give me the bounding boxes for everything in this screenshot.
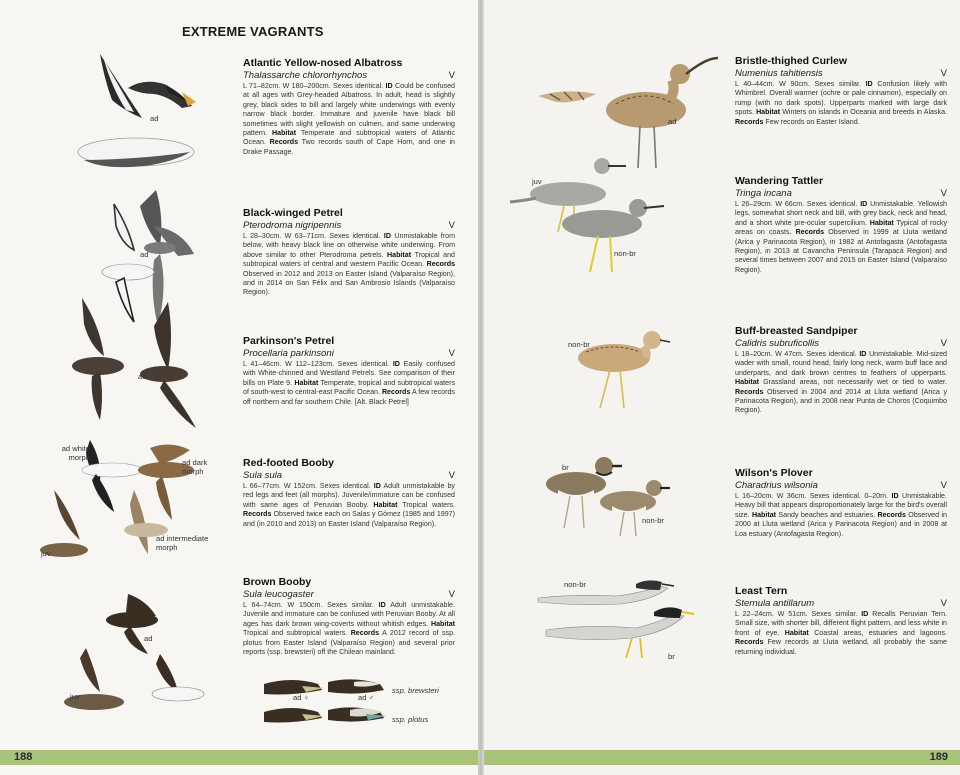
scientific-name: Numenius tahitiensis (735, 68, 823, 79)
species-description: L 71–82cm. W 180–200cm. Sexes identical. ID Could be confused at all ages with Grey-headed Albatross. In adult, head is slightly grey, black sides to bill and largely white underwings with evenly narrow black border. Immature and juvenile have black bill sometimes with slight yellowish on culmen, and same underwing pattern. Habitat Temperate and subtropical waters of Atlantic Ocean. Records Two records south of Cape Horn, and one in Drake Passage. (243, 82, 456, 156)
scientific-name: Procellaria parkinsoni (243, 348, 334, 359)
brown-ad-label: ad (144, 634, 153, 643)
head-female-label: ad ♀ (293, 693, 310, 702)
species-description: L 26–29cm. W 66cm. Sexes identical. ID Unmistakable. Yellowish legs, somewhat short neck and bill, with grey back, neck and head, and a short white pre-ocular supercilium. Habitat Typical of rocky areas on coasts. Records Observed in 1999 at Lluta wetland (Arica y Parinacota Region), in 1982 at Antofagasta (Antofagasta Region), in 2013 at Cavancha Peninsula (Tarapacá Region) and several times between 2007 and 2015 on Easter Island (Valparaíso Region). (735, 200, 947, 274)
species-name: Bristle-thighed Curlew (735, 55, 848, 67)
booby-juv-label: juv (41, 549, 51, 558)
sandpiper-label: non-br (568, 340, 590, 349)
albatross-illustration (64, 48, 204, 183)
species-entry-black-winged-petrel (243, 207, 455, 298)
brown-juv-label: juv (70, 692, 80, 701)
scientific-name: Calidris subruficollis (735, 338, 819, 349)
species-name: Wilson's Plover (735, 467, 813, 479)
species-description: L 64–74cm. W 150cm. Sexes similar. ID Adult unmistakable. Juvenile and immature can be confused with Peruvian Booby. At all ages has dark brown wing-coverts without whitish edges. Habitat Tropical and subtropical waters. Records A 2012 record of ssp. plotus from Easter Island (Valparaíso Region) and several prior reports (ssp. brewsteri) off the Chilean mainland. (243, 601, 455, 657)
status-code: V (448, 589, 455, 600)
tattler-nonbr-label: non-br (614, 249, 636, 258)
status-code: V (448, 470, 455, 481)
brown-booby-illustration (56, 592, 216, 727)
wilsons-plover-illustration (528, 448, 678, 543)
species-name: Brown Booby (243, 576, 312, 588)
species-entry-parkinsons-petrel (243, 335, 455, 407)
status-code: V (940, 480, 947, 491)
species-name: Black-winged Petrel (243, 207, 343, 219)
species-name: Wandering Tattler (735, 175, 824, 187)
buff-breasted-sandpiper-illustration (564, 322, 674, 417)
species-description: L 18–20cm. W 47cm. Sexes identical. ID Unmistakable. Mid-sized wader with small, round head, fairly long neck, warm buff face and underparts, and dark brown centres to feathers of upperparts. Habitat Grassland areas, not necessarily wet or tied to water. Records Observed in 2004 and 2014 at Lluta wetland (Arica y Parinacota Region), and in 2008 near Punta de Choros (Coquimbo Region). (735, 350, 947, 415)
tern-nonbr-label: non-br (564, 580, 586, 589)
footer-bar-left (0, 750, 478, 765)
wandering-tattler-illustration (508, 150, 668, 285)
species-name: Atlantic Yellow-nosed Albatross (243, 57, 403, 69)
scientific-name: Pterodroma nigripennis (243, 220, 342, 231)
scientific-name: Charadrius wilsonia (735, 480, 818, 491)
page-number-left: 188 (14, 751, 33, 763)
species-entry-least-tern (735, 585, 947, 657)
booby-white-label: ad white morph (61, 444, 90, 462)
booby-dark-label: ad dark morph (182, 458, 208, 476)
footer-bar-right (484, 750, 960, 765)
status-code: V (940, 68, 947, 79)
status-code: V (940, 338, 947, 349)
ssp-brewsteri-label: ssp. brewsteri (392, 686, 439, 695)
species-description: L 40–44cm. W 90cm. Sexes similar. ID Confusion likely with Whimbrel. Overall warmer (ochre or pale cinnamon), especially on rump (with no dark spots). Upperparts marked with large dark spots. Habitat Winters on islands in Oceania and breeds in Alaska. Records Few records on Easter Island. (735, 80, 947, 126)
species-entry-yellow-nosed-albatross (243, 57, 455, 157)
species-description: L 22–24cm. W 51cm. Sexes similar. ID Recalls Peruvian Tern. Small size, with shorter bill, different flight pattern, and less white in front of eye. Habitat Coastal areas, estuaries and lagoons. Records Few records at Lluta wetland, all probably the same returning individual. (735, 610, 947, 656)
status-code: V (448, 220, 455, 231)
species-entry-wilsons-plover (735, 467, 947, 539)
species-entry-brown-booby (243, 576, 455, 657)
albatross-label: ad (150, 114, 159, 123)
species-name: Least Tern (735, 585, 788, 597)
parkinson-label: ad (138, 372, 147, 381)
right-page (484, 0, 960, 775)
species-description: L 16–20cm. W 36cm. Sexes identical. 0–20m. ID Unmistakable. Heavy bill that appears disproportionately large for the bird's overall size. Habitat Sandy beaches and estuaries. Records Observed in 2000 at Lluta wetland (Arica y Parinacota Region) and in 2008 at Loa estuary (Antofagasta Region). (735, 492, 947, 538)
curlew-label: ad (668, 117, 677, 126)
species-entry-bristle-thighed-curlew (735, 55, 947, 127)
species-name: Buff-breasted Sandpiper (735, 325, 858, 337)
page-number-right: 189 (929, 751, 948, 763)
plover-nonbr-label: non-br (642, 516, 664, 525)
status-code: V (940, 598, 947, 609)
status-code: V (940, 188, 947, 199)
plover-br-label: br (562, 463, 569, 472)
species-name: Red-footed Booby (243, 457, 334, 469)
species-entry-buff-breasted-sandpiper (735, 325, 947, 416)
ssp-plotus-label: ssp. plotus (392, 715, 429, 724)
scientific-name: Sternula antillarum (735, 598, 815, 609)
species-description: L 66–77cm. W 152cm. Sexes identical. ID Adult unmistakable by red legs and feet (all morphs). Juvenile/immature can be confused with same ages of Peruvian Booby. Habitat Tropical waters. Records Observed twice each on Salas y Gómez (1985 and 1997) and (in 2010 and 2013) on Easter Island (Valparaíso Region). (243, 482, 456, 528)
booby-heads-illustration (262, 676, 402, 741)
status-code: V (448, 348, 455, 359)
species-entry-red-footed-booby (243, 457, 455, 529)
left-page (0, 0, 478, 775)
bw-petrel-label: ad (140, 250, 149, 259)
parkinsons-petrel-illustration (60, 296, 210, 441)
scientific-name: Tringa incana (735, 188, 792, 199)
scientific-name: Sula sula (243, 470, 283, 481)
species-entry-wandering-tattler (735, 175, 947, 275)
scientific-name: Sula leucogaster (243, 589, 314, 600)
species-description: L 41–46cm. W 112–123cm. Sexes identical. ID Easily confused with White-chinned and Westland Petrels. See comparison of their bills on Plate 9. Habitat Temperate, tropical and subtropical waters of south-west to central-east Pacific Ocean. Records A few records off northern and far southern Chile. [Alt. Black Petrel] (243, 360, 456, 406)
species-description: L 28–30cm. W 63–71cm. Sexes identical. ID Unmistakable from below, with heavy black line on otherwise white underwing. From above similar to other Pterodroma petrels. Habitat Tropical and subtropical waters of central and western Pacific Ocean. Records Observed in 2012 and 2013 on Easter Island (Valparaíso Region), and in 2014 on San Félix and San Ambrosio Islands (Valparaíso Region). (243, 232, 456, 297)
status-code: V (448, 70, 455, 81)
scientific-name: Thalassarche chlororhynchos (243, 70, 368, 81)
booby-intermediate-label: ad intermediate morph (156, 534, 209, 552)
tattler-juv-label: juv (532, 177, 542, 186)
tern-br-label: br (668, 652, 675, 661)
species-name: Parkinson's Petrel (243, 335, 335, 347)
head-male-label: ad ♂ (358, 693, 375, 702)
section-title: EXTREME VAGRANTS (182, 24, 324, 39)
